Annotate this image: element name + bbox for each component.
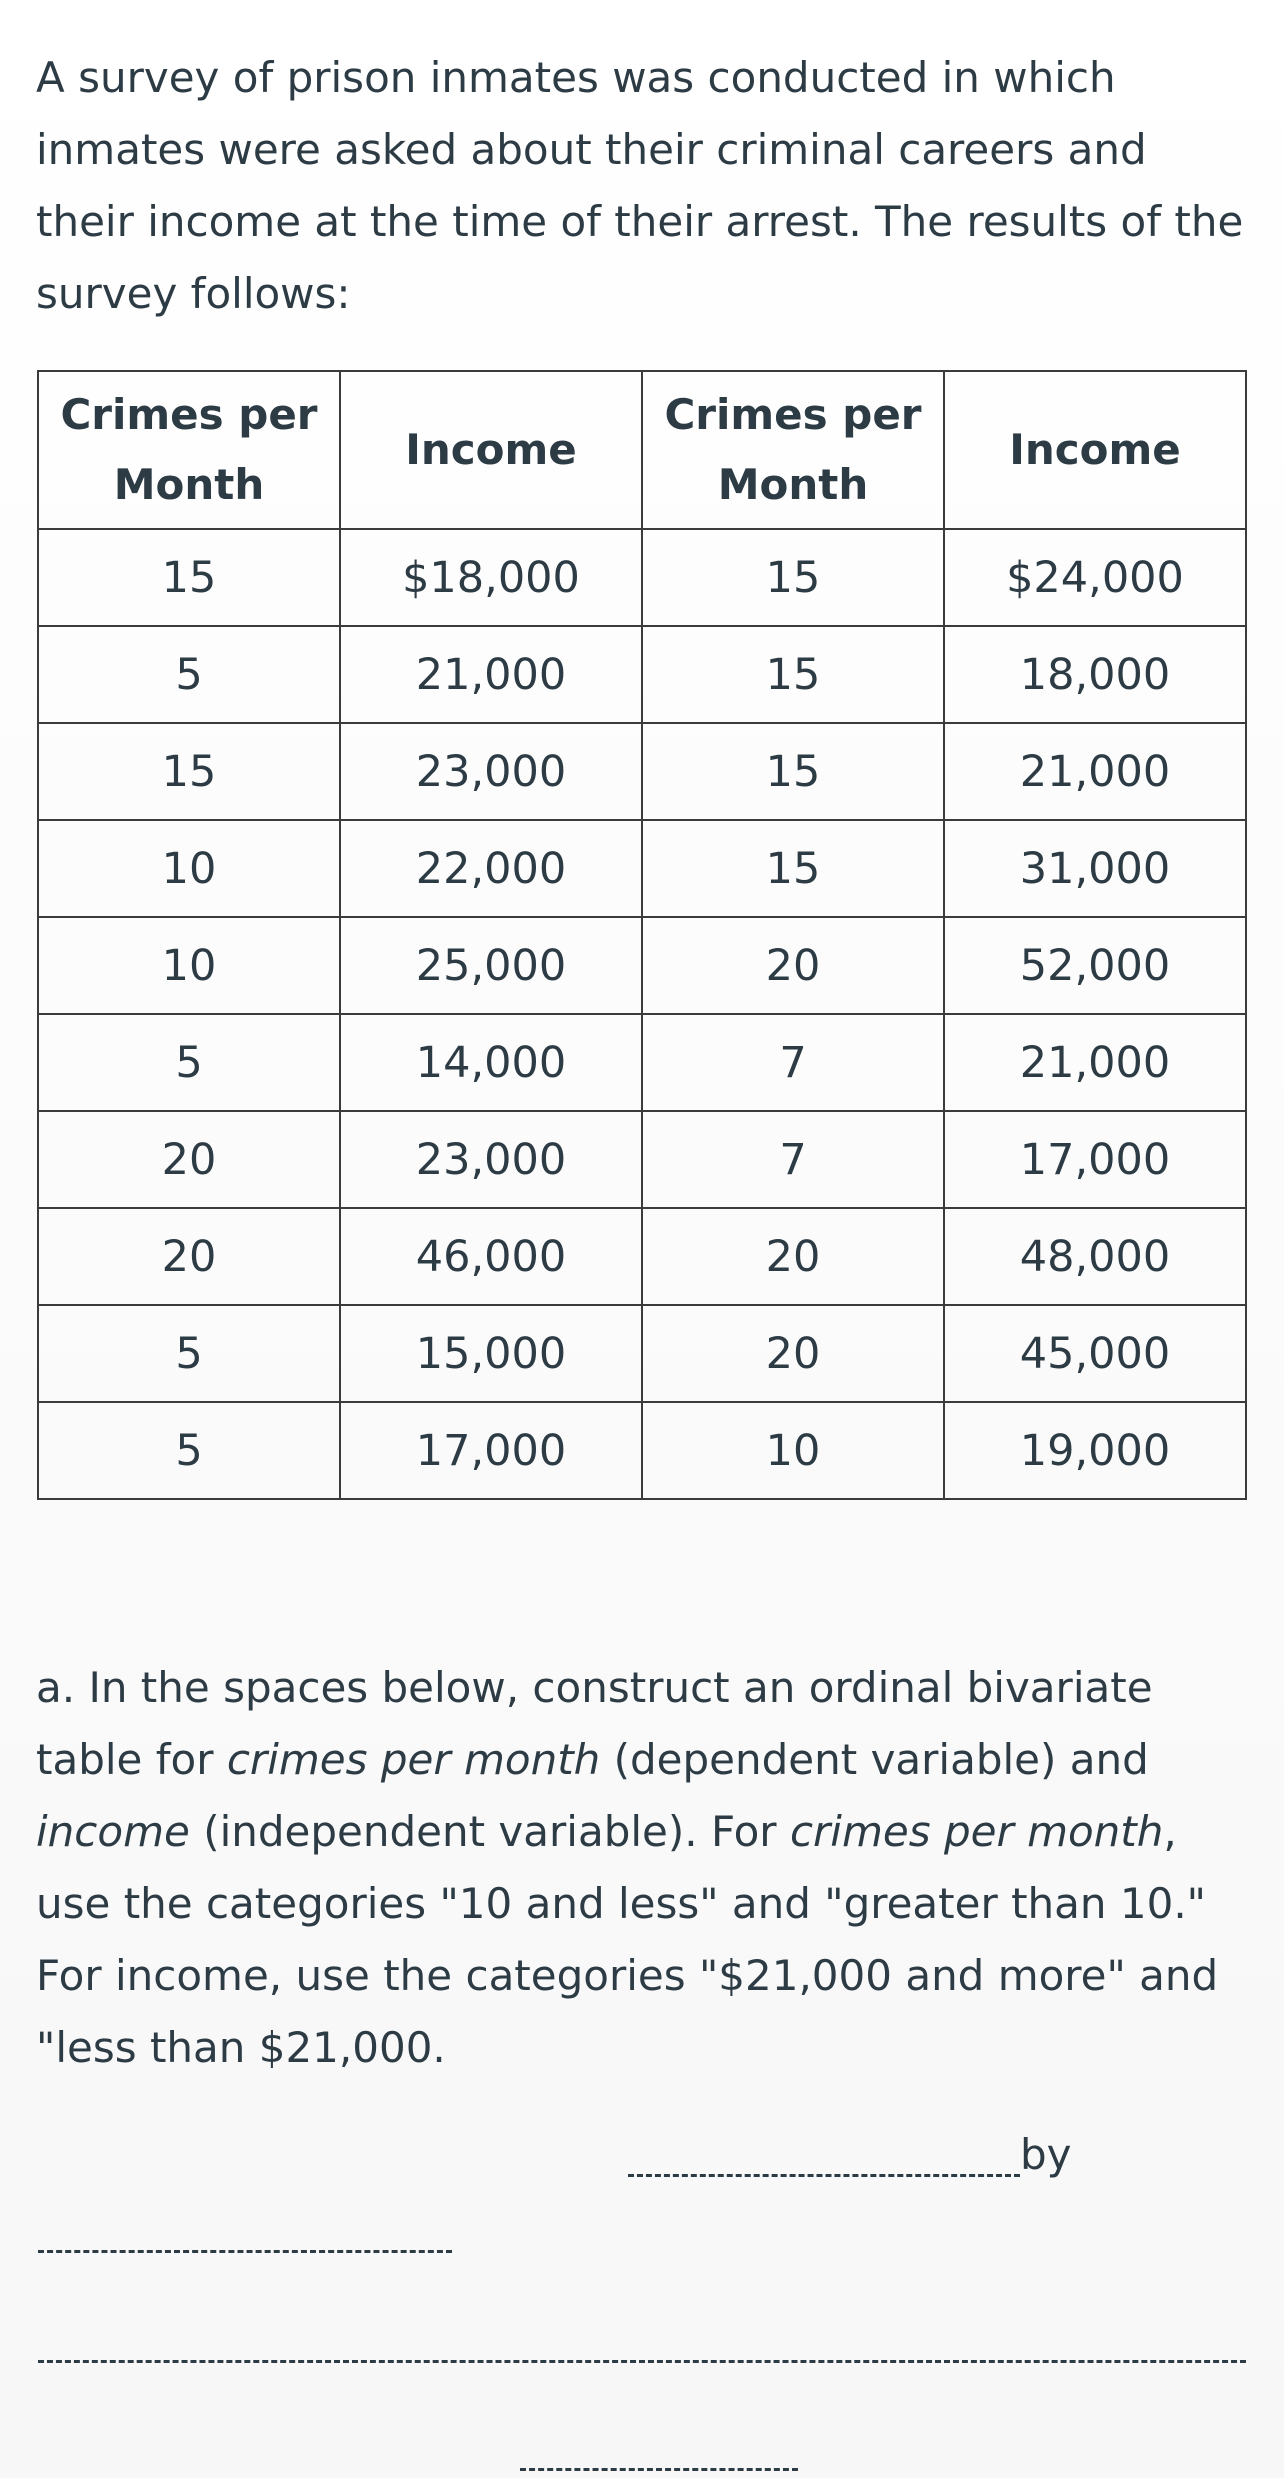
cell-crimes: 5 — [38, 1014, 340, 1111]
table-row — [38, 723, 1246, 820]
cell-crimes: 20 — [38, 1208, 340, 1305]
cell-crimes: 20 — [38, 1111, 340, 1208]
table-row — [38, 626, 1246, 723]
cell-income: 22,000 — [340, 820, 642, 917]
answer-blank-independent[interactable] — [38, 2250, 452, 2253]
table-header-row — [38, 371, 1246, 529]
table-row — [38, 1402, 1246, 1499]
cell-income: 14,000 — [340, 1014, 642, 1111]
cell-income: 25,000 — [340, 917, 642, 1014]
cell-crimes: 10 — [38, 820, 340, 917]
cell-income: 17,000 — [340, 1402, 642, 1499]
cell-crimes: 10 — [38, 917, 340, 1014]
cell-crimes: 7 — [642, 1014, 944, 1111]
question-var-crimes-2: crimes per month — [789, 1807, 1164, 1856]
crime-income-table — [37, 370, 1247, 1500]
question-mid-2: (independent variable). For — [189, 1807, 790, 1856]
header-income-2: Income — [944, 371, 1246, 529]
table-row — [38, 529, 1246, 626]
answer-blank-short[interactable] — [520, 2468, 798, 2471]
intro-paragraph: A survey of prison inmates was conducted in which inmates were asked about their criminal careers and their income at the time of their arrest. The results of the survey follows: — [36, 53, 1244, 318]
table-row — [38, 1305, 1246, 1402]
header-crimes-1: Crimes per Month — [38, 371, 340, 529]
table-row — [38, 820, 1246, 917]
cell-income: 21,000 — [944, 723, 1246, 820]
table-row — [38, 1208, 1246, 1305]
header-crimes-2: Crimes per Month — [642, 371, 944, 529]
cell-income: 48,000 — [944, 1208, 1246, 1305]
cell-income: 17,000 — [944, 1111, 1246, 1208]
cell-crimes: 7 — [642, 1111, 944, 1208]
cell-income: 46,000 — [340, 1208, 642, 1305]
cell-income: 15,000 — [340, 1305, 642, 1402]
question-mid-1: (dependent variable) and — [600, 1735, 1149, 1784]
cell-income: 21,000 — [340, 626, 642, 723]
cell-crimes: 20 — [642, 917, 944, 1014]
cell-crimes: 15 — [38, 723, 340, 820]
cell-income: 31,000 — [944, 820, 1246, 917]
cell-crimes: 15 — [642, 820, 944, 917]
question-var-income: income — [36, 1807, 190, 1856]
cell-crimes: 15 — [642, 626, 944, 723]
cell-crimes: 5 — [38, 1402, 340, 1499]
question-suffix: , use the categories "10 and less" and "greater than 10." For income, use the categories "$21,000 and more" and "less than $21,000. — [36, 1807, 1219, 2072]
cell-crimes: 10 — [642, 1402, 944, 1499]
cell-crimes: 15 — [642, 723, 944, 820]
cell-income: $24,000 — [944, 529, 1246, 626]
cell-crimes: 5 — [38, 626, 340, 723]
answer-blank-full-width[interactable] — [38, 2360, 1246, 2363]
cell-crimes: 15 — [38, 529, 340, 626]
cell-crimes: 20 — [642, 1208, 944, 1305]
cell-income: 21,000 — [944, 1014, 1246, 1111]
question-a — [36, 1652, 1246, 2084]
cell-income: $18,000 — [340, 529, 642, 626]
cell-crimes: 20 — [642, 1305, 944, 1402]
cell-income: 23,000 — [340, 1111, 642, 1208]
table-row — [38, 1111, 1246, 1208]
question-var-crimes: crimes per month — [226, 1735, 601, 1784]
cell-income: 23,000 — [340, 723, 642, 820]
table-row — [38, 917, 1246, 1014]
cell-income: 45,000 — [944, 1305, 1246, 1402]
cell-income: 52,000 — [944, 917, 1246, 1014]
table-row — [38, 1014, 1246, 1111]
by-label: by — [1020, 2130, 1072, 2179]
answer-blank-dependent[interactable] — [628, 2174, 1020, 2177]
cell-crimes: 5 — [38, 1305, 340, 1402]
cell-income: 19,000 — [944, 1402, 1246, 1499]
cell-income: 18,000 — [944, 626, 1246, 723]
cell-crimes: 15 — [642, 529, 944, 626]
question-prefix: a. In the spaces below, construct an ordinal bivariate table for — [36, 1663, 1153, 1784]
header-income-1: Income — [340, 371, 642, 529]
